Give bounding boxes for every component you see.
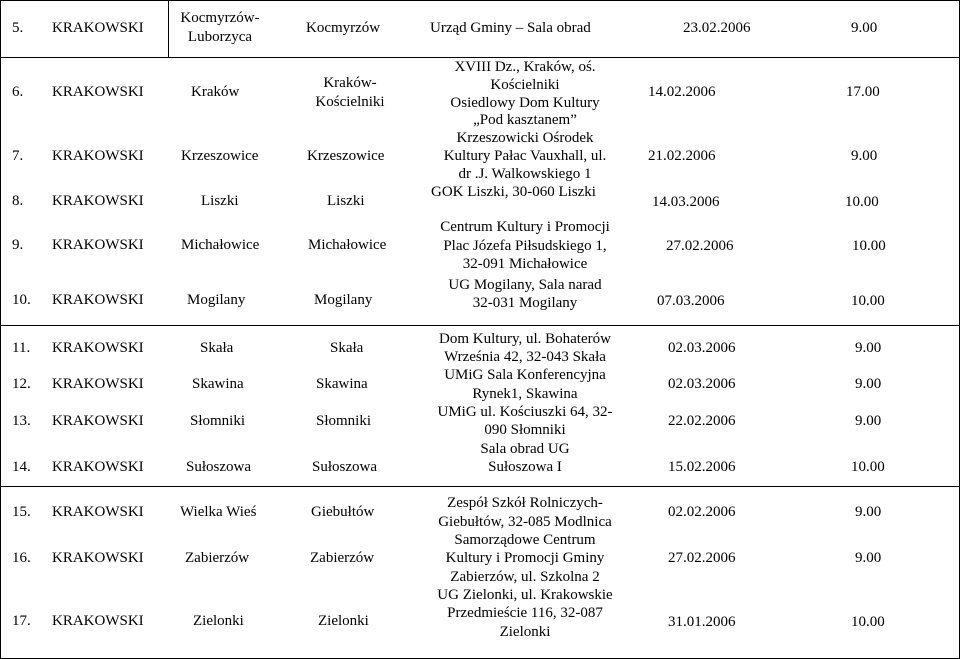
date: 27.02.2006 bbox=[668, 550, 736, 566]
gmina: Kraków bbox=[191, 84, 240, 100]
seat: Kraków- bbox=[323, 75, 377, 91]
date: 22.02.2006 bbox=[668, 413, 736, 429]
district: KRAKOWSKI bbox=[52, 459, 144, 475]
date: 14.02.2006 bbox=[648, 84, 716, 100]
row-number: 5. bbox=[12, 20, 24, 36]
row-number: 10. bbox=[12, 292, 31, 308]
venue-line2: Września 42, 32-043 Skała bbox=[444, 349, 606, 365]
row-number: 12. bbox=[12, 376, 31, 392]
row-number: 8. bbox=[12, 193, 24, 209]
venue-line2: Sułoszowa I bbox=[488, 459, 562, 475]
gmina: Michałowice bbox=[181, 237, 260, 253]
row-number: 11. bbox=[12, 340, 31, 356]
row-number: 15. bbox=[12, 504, 31, 520]
venue-line2: Rynek1, Skawina bbox=[472, 386, 578, 402]
time: 9.00 bbox=[851, 20, 878, 36]
venue: Samorządowe Centrum bbox=[454, 532, 596, 548]
seat: Skawina bbox=[316, 376, 368, 392]
venue: Urząd Gminy – Sala obrad bbox=[430, 20, 591, 36]
date: 21.02.2006 bbox=[648, 148, 716, 164]
time: 10.00 bbox=[851, 293, 885, 309]
row-number: 16. bbox=[12, 550, 31, 566]
row-divider bbox=[0, 486, 960, 487]
time: 10.00 bbox=[845, 194, 879, 210]
date: 31.01.2006 bbox=[668, 614, 736, 630]
date: 02.03.2006 bbox=[668, 340, 736, 356]
seat: Giebułtów bbox=[311, 504, 375, 520]
seat-line2: Kościelniki bbox=[315, 94, 385, 110]
seat: Zabierzów bbox=[310, 550, 375, 566]
venue-line2: Kultury i Promocji Gminy bbox=[445, 550, 605, 566]
time: 9.00 bbox=[855, 504, 882, 520]
row-divider bbox=[0, 57, 960, 58]
date: 27.02.2006 bbox=[666, 238, 734, 254]
venue-line4: „Pod kasztanem” bbox=[473, 112, 577, 128]
district: KRAKOWSKI bbox=[52, 413, 144, 429]
district: KRAKOWSKI bbox=[52, 237, 144, 253]
venue: GOK Liszki, 30-060 Liszki bbox=[431, 184, 596, 200]
seat: Krzeszowice bbox=[307, 148, 385, 164]
row-number: 9. bbox=[12, 237, 24, 253]
date: 15.02.2006 bbox=[668, 459, 736, 475]
district: KRAKOWSKI bbox=[52, 504, 144, 520]
venue: Zespół Szkół Rolniczych- bbox=[447, 495, 603, 511]
row-number: 17. bbox=[12, 613, 31, 629]
time: 9.00 bbox=[851, 148, 878, 164]
table-border-left bbox=[0, 0, 1, 659]
district: KRAKOWSKI bbox=[52, 613, 144, 629]
venue: Krzeszowicki Ośrodek bbox=[456, 130, 594, 146]
district: KRAKOWSKI bbox=[52, 20, 144, 36]
district: KRAKOWSKI bbox=[52, 292, 144, 308]
row-number: 14. bbox=[12, 459, 31, 475]
gmina: Zabierzów bbox=[185, 550, 250, 566]
gmina: Kocmyrzów- bbox=[180, 10, 260, 26]
venue-line3: dr .J. Walkowskiego 1 bbox=[458, 166, 592, 182]
venue: XVIII Dz., Kraków, oś. bbox=[454, 59, 596, 75]
time: 10.00 bbox=[851, 614, 885, 630]
gmina: Słomniki bbox=[190, 413, 246, 429]
district: KRAKOWSKI bbox=[52, 340, 144, 356]
time: 9.00 bbox=[855, 413, 882, 429]
row-number: 13. bbox=[12, 413, 31, 429]
time: 9.00 bbox=[855, 550, 882, 566]
time: 9.00 bbox=[855, 340, 882, 356]
district: KRAKOWSKI bbox=[52, 193, 144, 209]
venue-line2: 32-031 Mogilany bbox=[472, 295, 578, 311]
time: 10.00 bbox=[851, 459, 885, 475]
row-number: 7. bbox=[12, 148, 24, 164]
time: 17.00 bbox=[846, 84, 880, 100]
district: KRAKOWSKI bbox=[52, 84, 144, 100]
seat: Słomniki bbox=[316, 413, 372, 429]
seat: Liszki bbox=[327, 193, 365, 209]
district: KRAKOWSKI bbox=[52, 148, 144, 164]
venue: UG Zielonki, ul. Krakowskie bbox=[437, 587, 613, 603]
row-number: 6. bbox=[12, 84, 24, 100]
gmina: Sułoszowa bbox=[186, 459, 251, 475]
seat: Kocmyrzów bbox=[306, 20, 381, 36]
table-border-top bbox=[0, 0, 960, 1]
gmina: Wielka Wieś bbox=[180, 504, 257, 520]
venue-line2: Giebułtów, 32-085 Modlnica bbox=[438, 514, 612, 530]
date: 14.03.2006 bbox=[652, 194, 720, 210]
seat: Sułoszowa bbox=[312, 459, 377, 475]
venue-line3: 32-091 Michałowice bbox=[462, 256, 588, 272]
gmina: Liszki bbox=[201, 193, 239, 209]
gmina-line2: Luborzyca bbox=[187, 29, 253, 45]
venue: Dom Kultury, ul. Bohaterów bbox=[439, 331, 611, 347]
venue-line3: Zabierzów, ul. Szkolna 2 bbox=[450, 569, 600, 585]
seat: Michałowice bbox=[308, 237, 387, 253]
gmina: Skawina bbox=[192, 376, 244, 392]
seat: Skała bbox=[330, 340, 364, 356]
venue-line2: Kultury Pałac Vauxhall, ul. bbox=[443, 148, 607, 164]
seat: Mogilany bbox=[314, 292, 373, 308]
district: KRAKOWSKI bbox=[52, 550, 144, 566]
venue: Sala obrad UG bbox=[480, 441, 570, 457]
gmina: Mogilany bbox=[187, 292, 246, 308]
date: 07.03.2006 bbox=[657, 293, 725, 309]
venue-line3: Zielonki bbox=[499, 624, 551, 640]
venue-line2: Plac Józefa Piłsudskiego 1, bbox=[443, 238, 607, 254]
date: 02.03.2006 bbox=[668, 376, 736, 392]
venue-line3: Osiedlowy Dom Kultury bbox=[450, 95, 600, 111]
venue: Centrum Kultury i Promocji bbox=[440, 219, 610, 235]
date: 02.02.2006 bbox=[668, 504, 736, 520]
time: 9.00 bbox=[855, 376, 882, 392]
venue-line2: Kościelniki bbox=[490, 77, 560, 93]
gmina: Skała bbox=[200, 340, 234, 356]
gmina: Krzeszowice bbox=[181, 148, 259, 164]
venue: UG Mogilany, Sala narad bbox=[448, 277, 602, 293]
district: KRAKOWSKI bbox=[52, 376, 144, 392]
date: 23.02.2006 bbox=[683, 20, 751, 36]
venue-line2: Przedmieście 116, 32-087 bbox=[447, 605, 603, 621]
time: 10.00 bbox=[852, 238, 886, 254]
venue: UMiG Sala Konferencyjna bbox=[444, 367, 606, 383]
row-divider bbox=[0, 325, 960, 326]
venue: UMiG ul. Kościuszki 64, 32- bbox=[437, 404, 613, 420]
venue-line2: 090 Słomniki bbox=[484, 422, 566, 438]
gmina: Zielonki bbox=[193, 613, 244, 629]
seat: Zielonki bbox=[318, 613, 369, 629]
